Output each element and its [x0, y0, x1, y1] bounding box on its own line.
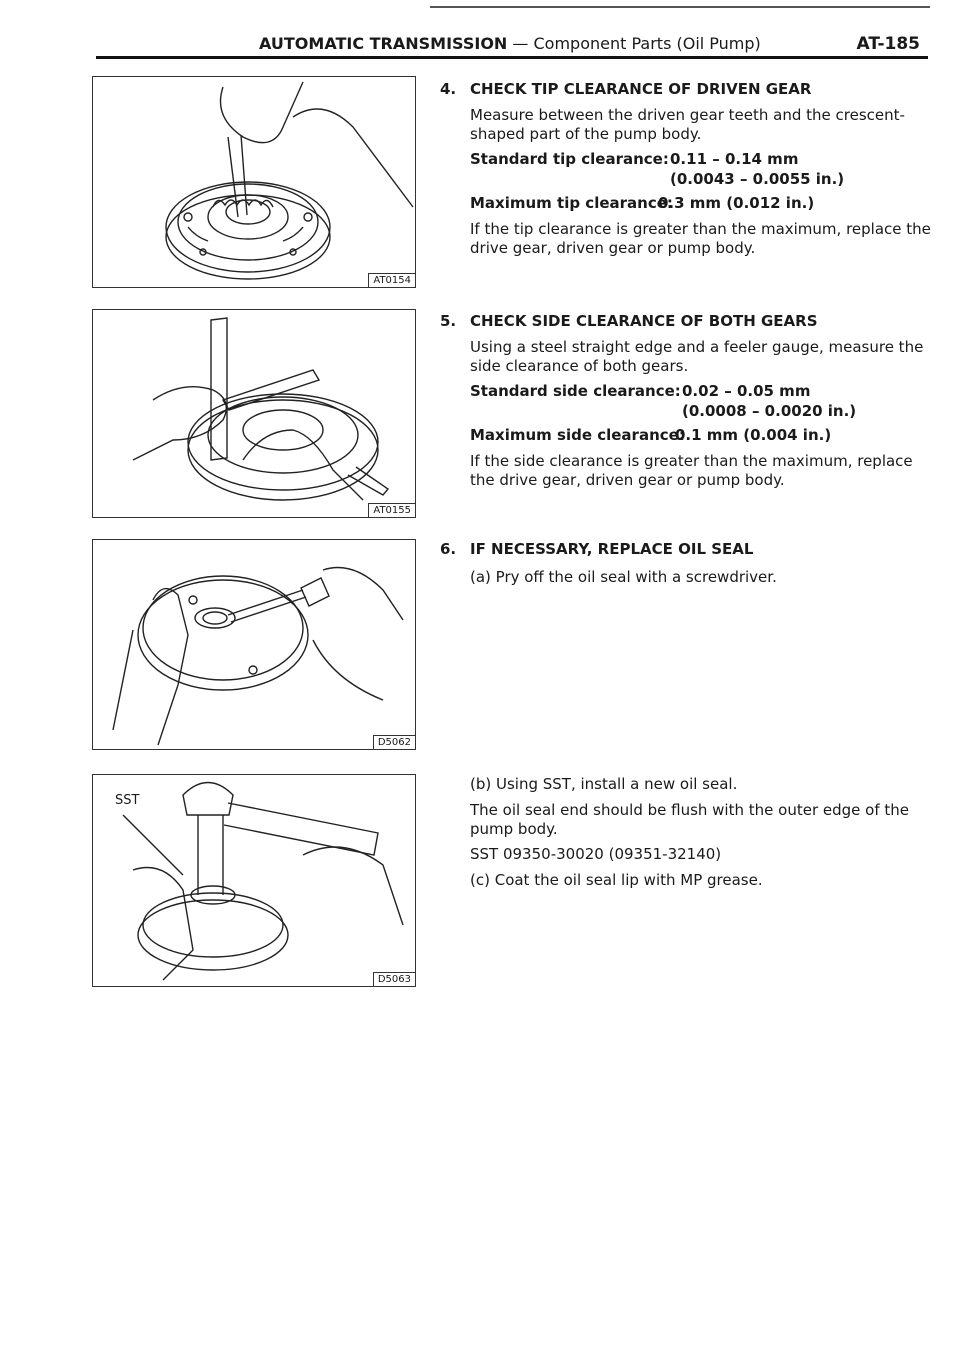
figure-install-oil-seal — [92, 774, 416, 987]
figure-code: AT0154 — [368, 273, 415, 287]
step-title: CHECK SIDE CLEARANCE OF BOTH GEARS — [470, 312, 818, 330]
spec-value: 0.3 mm (0.012 in.) — [658, 194, 815, 212]
spec-value: 0.02 – 0.05 mm — [682, 382, 811, 400]
step-note: If the tip clearance is greater than the maximum, replace the drive gear, driven gear or pump body. — [470, 220, 931, 257]
page-header — [96, 30, 928, 60]
spec-label: Standard side clearance: — [470, 382, 681, 400]
straight-edge-illustration — [93, 310, 415, 517]
spec-value-inch: (0.0008 – 0.0020 in.) — [682, 402, 857, 420]
step-number: 6. — [440, 540, 457, 558]
figure-code: D5063 — [373, 972, 415, 986]
page-title — [259, 34, 761, 53]
substep-a: (a) Pry off the oil seal with a screwdriver. — [470, 568, 777, 586]
step-title: IF NECESSARY, REPLACE OIL SEAL — [470, 540, 754, 558]
spec-value: 0.1 mm (0.004 in.) — [675, 426, 832, 444]
sst-part-number: SST 09350-30020 (09351-32140) — [470, 845, 722, 863]
spec-label: Maximum side clearance: — [470, 426, 685, 444]
step-description: Using a steel straight edge and a feeler gauge, measure the side clearance of both gears. — [470, 338, 924, 375]
section-subtitle: — Component Parts (Oil Pump) — [507, 34, 761, 53]
substep-b: (b) Using SST, install a new oil seal. — [470, 775, 738, 793]
substep-b-note: The oil seal end should be flush with the outer edge of the pump body. — [470, 801, 909, 838]
figure-code: D5062 — [373, 735, 415, 749]
step-note: If the side clearance is greater than the maximum, replace the drive gear, driven gear or pump body. — [470, 452, 913, 489]
figure-pry-oil-seal — [92, 539, 416, 750]
maximum-clearance — [470, 194, 815, 213]
header-rule — [96, 56, 928, 59]
sst-label: SST — [115, 793, 140, 808]
screwdriver-illustration — [93, 540, 415, 749]
top-edge-rule — [430, 6, 930, 8]
standard-clearance — [470, 150, 845, 188]
step-number: 4. — [440, 80, 457, 98]
step-5 — [440, 312, 935, 512]
step-number: 5. — [440, 312, 457, 330]
figure-side-clearance — [92, 309, 416, 518]
maximum-clearance — [470, 426, 832, 445]
spec-value-inch: (0.0043 – 0.0055 in.) — [670, 170, 845, 188]
figure-tip-clearance — [92, 76, 416, 288]
substep-c: (c) Coat the oil seal lip with MP grease. — [470, 871, 763, 889]
page-number: AT-185 — [856, 34, 920, 54]
spec-label: Maximum tip clearance: — [470, 194, 673, 212]
standard-clearance — [470, 382, 857, 420]
spec-value: 0.11 – 0.14 mm — [670, 150, 799, 168]
pump-gear-illustration — [93, 77, 415, 287]
spec-label: Standard tip clearance: — [470, 150, 669, 168]
section-title: AUTOMATIC TRANSMISSION — [259, 34, 508, 53]
step-6-continued — [440, 775, 935, 905]
figure-code: AT0155 — [368, 503, 415, 517]
step-4 — [440, 80, 935, 280]
step-description: Measure between the driven gear teeth and the crescent-shaped part of the pump body. — [470, 106, 905, 143]
step-title: CHECK TIP CLEARANCE OF DRIVEN GEAR — [470, 80, 812, 98]
step-6 — [440, 540, 935, 620]
hammer-sst-illustration — [93, 775, 415, 986]
